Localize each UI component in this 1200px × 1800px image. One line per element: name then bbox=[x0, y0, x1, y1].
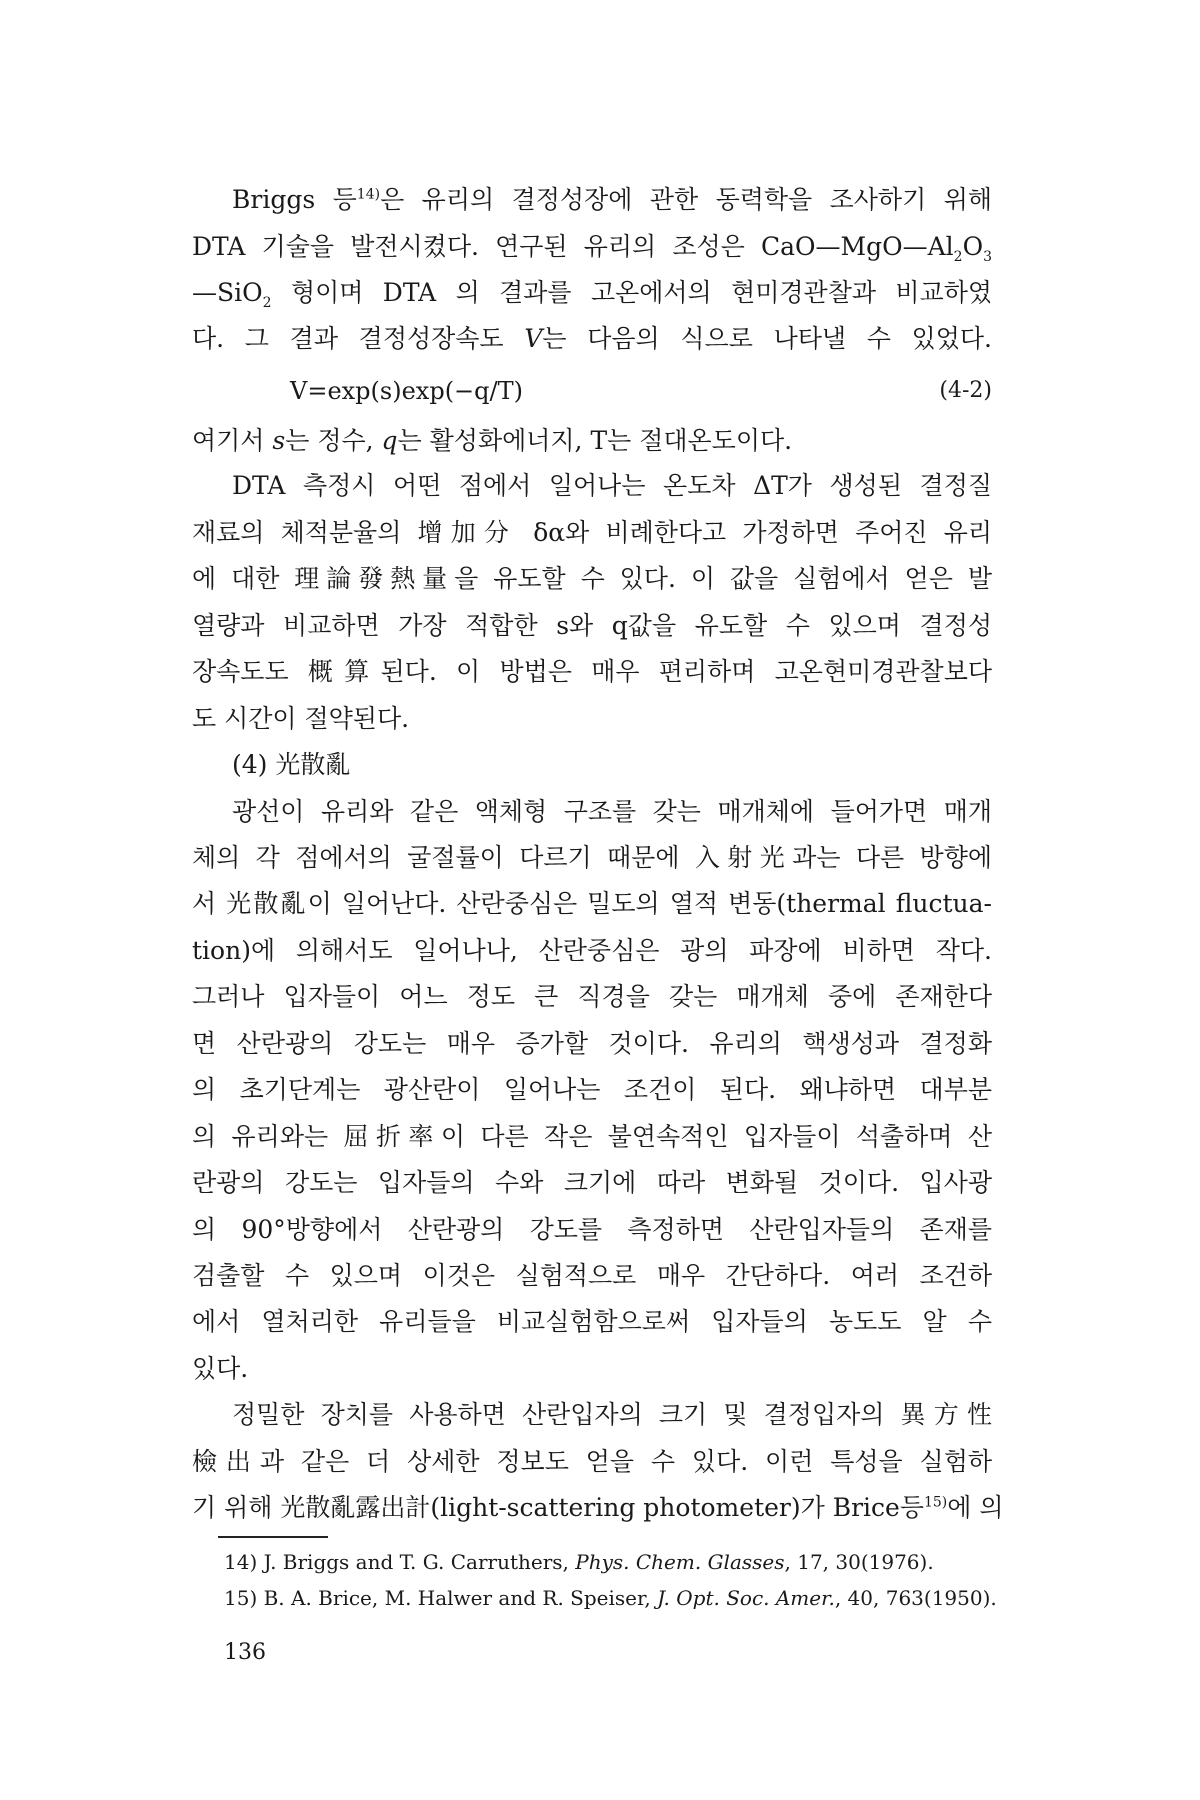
text-segment: 는 다음의 식으로 나타낼 수 있었다. bbox=[542, 324, 992, 353]
paragraph-line: 에 대한 理論發熱量을 유도할 수 있다. 이 값을 실험에서 얻은 발 bbox=[192, 564, 992, 593]
text-segment: 은 유리의 결정성장에 관한 동력학을 조사하기 위해 bbox=[380, 185, 992, 214]
text-segment: 는 활성화에너지, T는 절대온도이다. bbox=[397, 426, 793, 455]
paragraph-line: 란광의 강도는 입자들의 수와 크기에 따라 변화될 것이다. 입사광 bbox=[192, 1168, 992, 1197]
subscript: 2 bbox=[953, 249, 963, 265]
footnote-14 bbox=[224, 1544, 992, 1580]
paragraph-line: 재료의 체적분율의 增加分 δα와 비례한다고 가정하면 주어진 유리 bbox=[192, 518, 992, 547]
text-segment: , 40, 763(1950). bbox=[834, 1586, 997, 1610]
footnote-15 bbox=[224, 1580, 997, 1616]
paragraph-line: 서 光散亂이 일어난다. 산란중심은 밀도의 열적 변동(thermal fluctua- bbox=[192, 889, 992, 918]
paragraph-line: 면 산란광의 강도는 매우 증가할 것이다. 유리의 핵생성과 결정화 bbox=[192, 1029, 992, 1058]
paragraph-line: 의 유리와는 屈折率이 다른 작은 불연속적인 입자들이 석출하며 산 bbox=[192, 1122, 992, 1151]
text-segment: Briggs 등 bbox=[232, 185, 357, 214]
journal-name: Phys. Chem. Glasses bbox=[575, 1550, 785, 1574]
footnote-rule bbox=[218, 1536, 328, 1538]
paragraph-line: 장속도도 概算된다. 이 방법은 매우 편리하며 고온현미경관찰보다 bbox=[192, 657, 992, 686]
paragraph-line bbox=[192, 319, 992, 359]
equation: V=exp(s)exp(−q/T) bbox=[290, 377, 523, 405]
text-segment: 형이며 DTA 의 결과를 고온에서의 현미경관찰과 비교하였 bbox=[271, 278, 992, 307]
paragraph-line: 의 초기단계는 광산란이 일어나는 조건이 된다. 왜냐하면 대부분 bbox=[192, 1075, 992, 1104]
text-segment: 여기서 bbox=[192, 426, 273, 455]
paragraph-line bbox=[192, 273, 992, 313]
paragraph-line: 광선이 유리와 같은 액체형 구조를 갖는 매개체에 들어가면 매개 bbox=[232, 797, 992, 826]
paragraph-line: 도 시간이 절약된다. bbox=[192, 704, 410, 733]
text-segment: 는 정수, bbox=[285, 426, 382, 455]
citation-ref-14: 14) bbox=[356, 186, 381, 203]
paragraph-line: 있다. bbox=[192, 1354, 249, 1383]
paragraph-line: 열량과 비교하면 가장 적합한 s와 q값을 유도할 수 있으며 결정성 bbox=[192, 611, 992, 640]
text-segment: 15) B. A. Brice, M. Halwer and R. Speiser, bbox=[224, 1586, 658, 1610]
subscript: 2 bbox=[262, 295, 272, 311]
text-segment: , 17, 30(1976). bbox=[784, 1550, 934, 1574]
paragraph-line: 검출할 수 있으며 이것은 실험적으로 매우 간단하다. 여러 조건하 bbox=[192, 1261, 992, 1290]
paragraph-line bbox=[192, 227, 992, 267]
section-heading: (4) 光散亂 bbox=[232, 750, 351, 779]
paragraph-line: 체의 각 점에서의 굴절률이 다르기 때문에 入射光과는 다른 방향에 bbox=[192, 843, 992, 872]
paragraph-line bbox=[192, 1488, 1004, 1528]
paragraph-line bbox=[232, 180, 992, 220]
text-segment: DTA 기술을 발전시켰다. 연구된 유리의 조성은 CaO—MgO—Al bbox=[192, 232, 954, 261]
paragraph-line: 檢出과 같은 더 상세한 정보도 얻을 수 있다. 이런 특성을 실험하 bbox=[192, 1447, 992, 1476]
subscript: 3 bbox=[983, 249, 992, 265]
paragraph-line: DTA 측정시 어떤 점에서 일어나는 온도차 ΔT가 생성된 결정질 bbox=[232, 471, 992, 500]
paragraph-line: 의 90°방향에서 산란광의 강도를 측정하면 산란입자들의 존재를 bbox=[192, 1215, 992, 1244]
paragraph-line: 에서 열처리한 유리들을 비교실험함으로써 입자들의 농도도 알 수 bbox=[192, 1307, 992, 1336]
text-segment: 14) J. Briggs and T. G. Carruthers, bbox=[224, 1550, 576, 1574]
equation-number: (4-2) bbox=[939, 378, 992, 403]
citation-ref-15: 15) bbox=[923, 1494, 948, 1511]
text-segment: —SiO bbox=[192, 278, 263, 307]
page-number: 136 bbox=[224, 1640, 266, 1665]
paragraph-line bbox=[192, 421, 992, 461]
paragraph-line: tion)에 의해서도 일어나나, 산란중심은 광의 파장에 비하면 작다. bbox=[192, 936, 992, 965]
paragraph-line: 정밀한 장치를 사용하면 산란입자의 크기 및 결정입자의 異方性 bbox=[232, 1400, 992, 1429]
journal-name: J. Opt. Soc. Amer. bbox=[657, 1586, 835, 1610]
text-segment: 다. 그 결과 결정성장속도 bbox=[192, 324, 525, 353]
variable-s: s bbox=[272, 426, 286, 455]
paragraph-line: 그러나 입자들이 어느 정도 큰 직경을 갖는 매개체 중에 존재한다 bbox=[192, 982, 992, 1011]
variable-q: q bbox=[381, 426, 398, 455]
text-segment: 기 위해 光散亂露出計(light-scattering photometer)가 Brice등 bbox=[192, 1493, 924, 1522]
text-segment: 에 의 bbox=[947, 1493, 1004, 1522]
variable-v: V bbox=[524, 324, 543, 353]
text-segment: O bbox=[962, 232, 984, 261]
